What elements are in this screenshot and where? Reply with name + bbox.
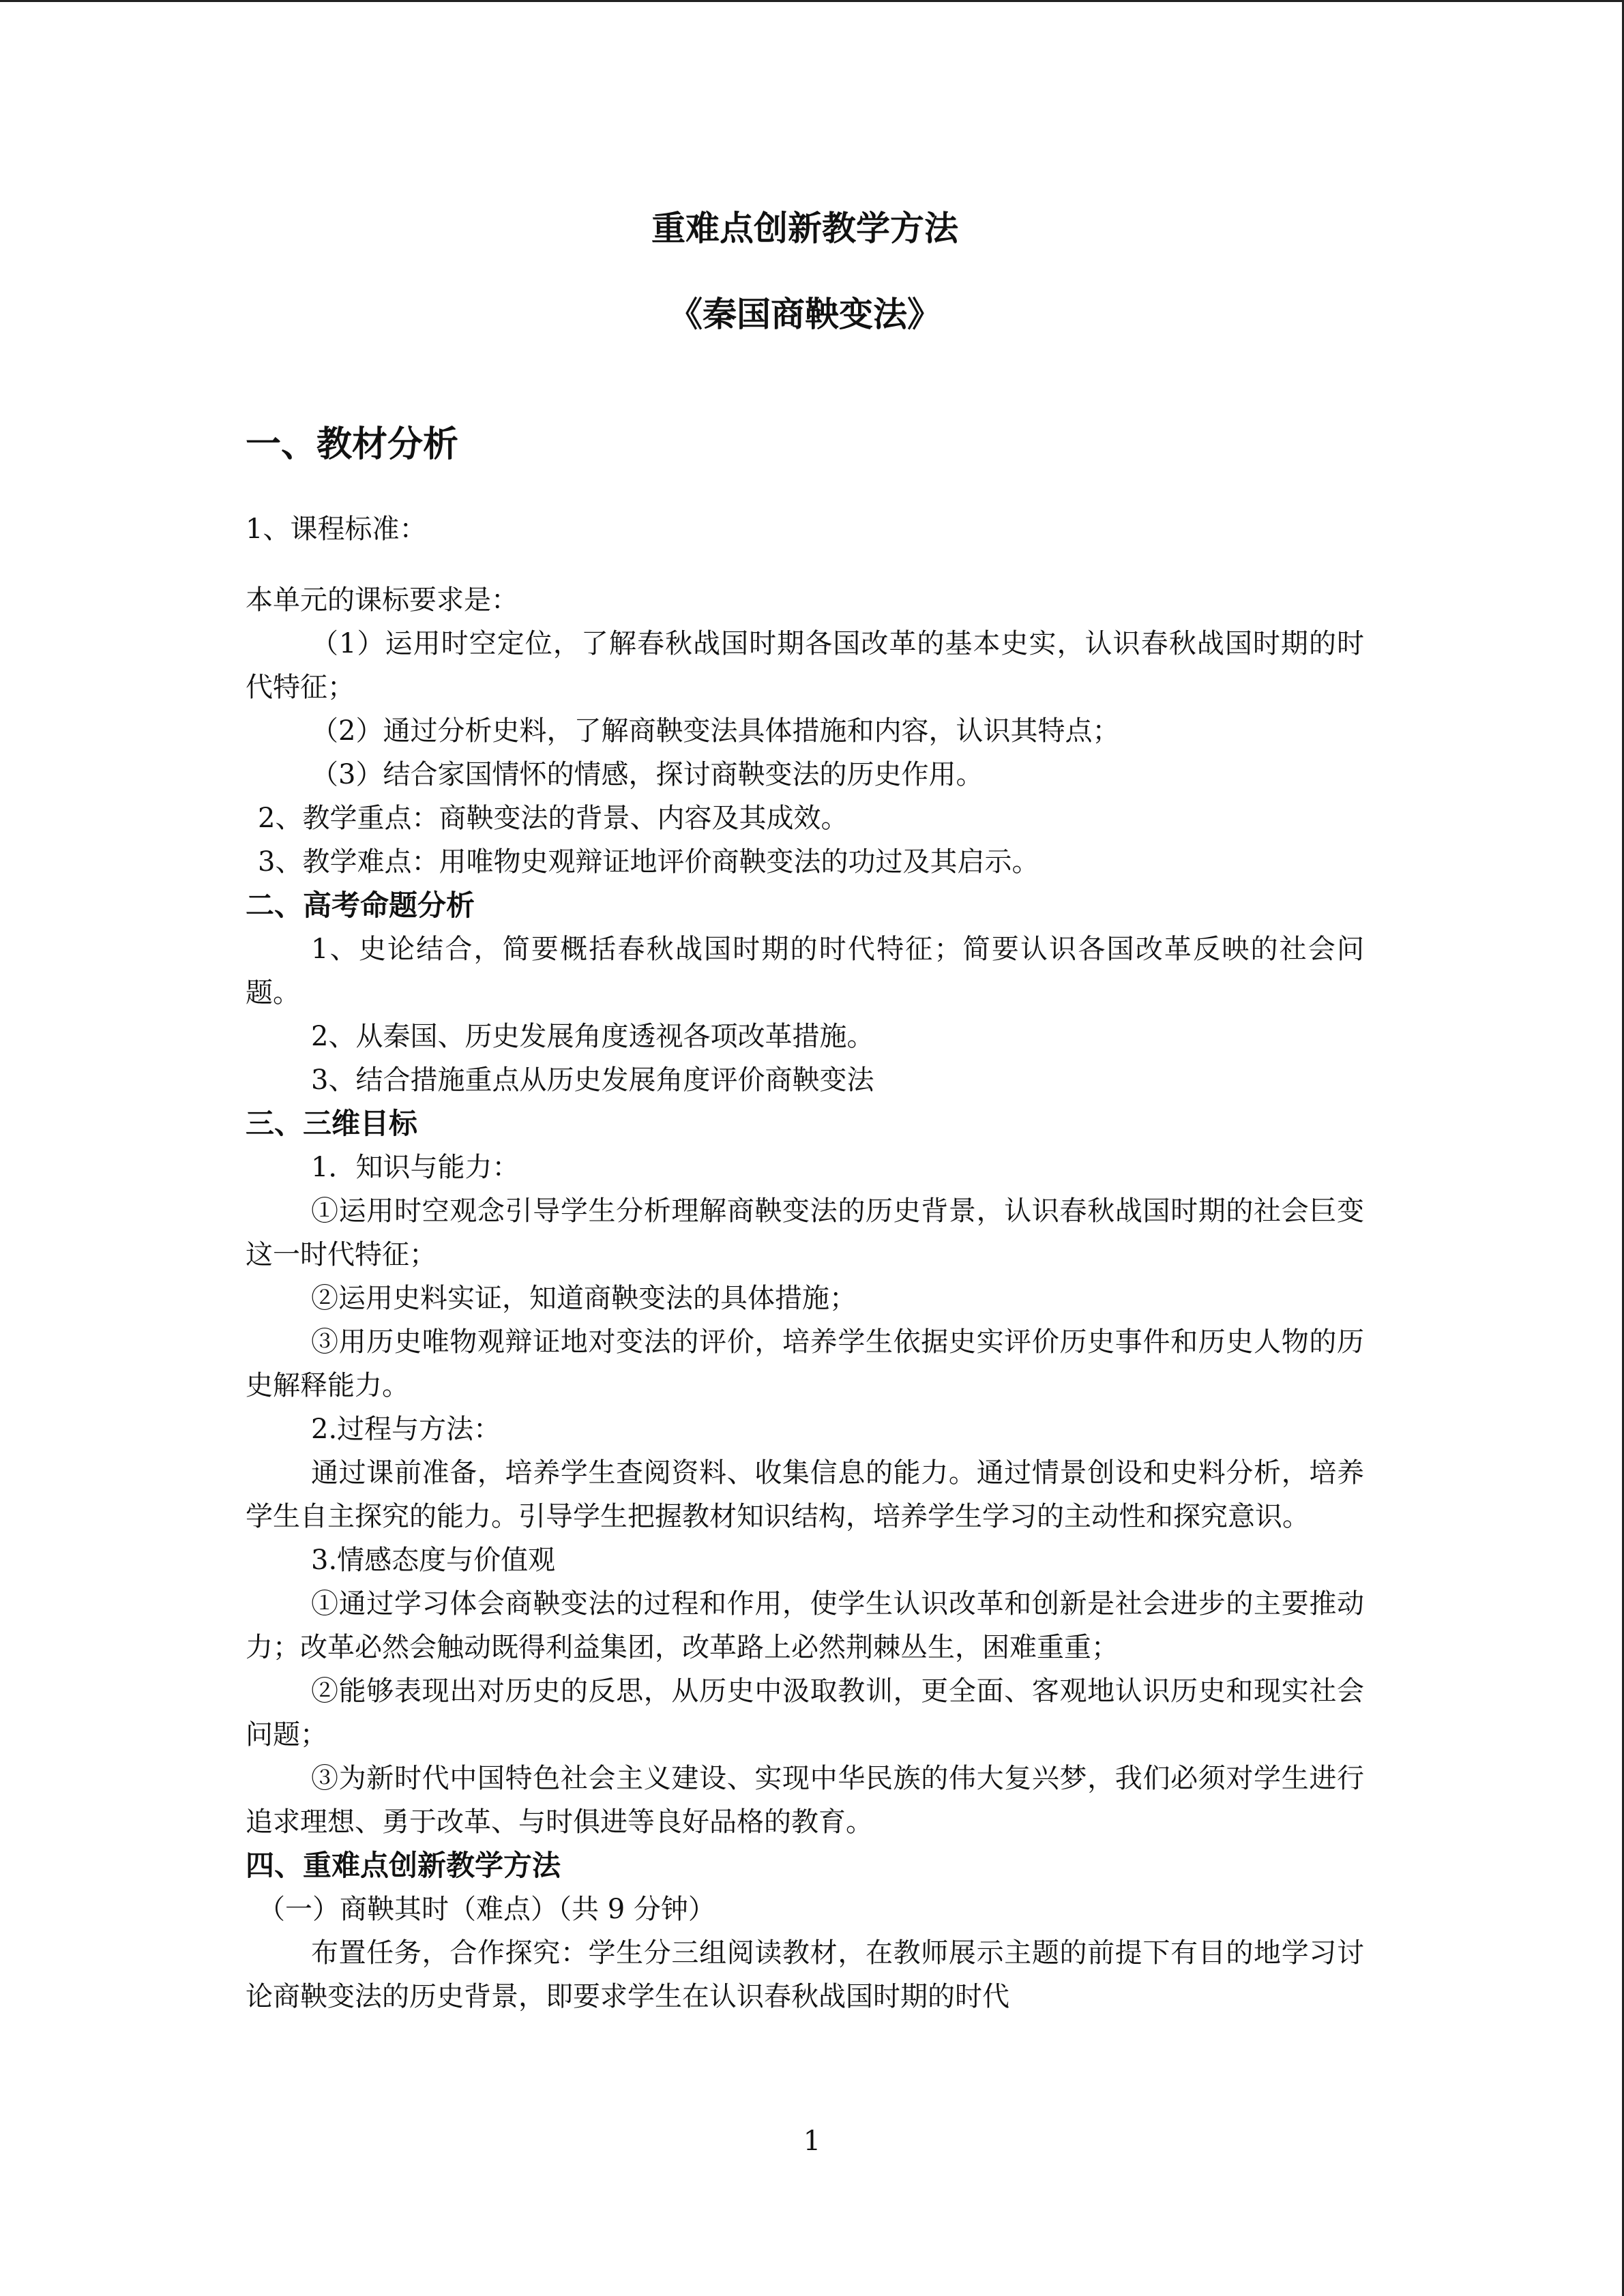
objective-emotion-label: 3.情感态度与价值观 (311, 1545, 556, 1576)
curriculum-standard-label: 1、课程标准： (246, 513, 427, 545)
teaching-key-point: 2、教学重点：商鞅变法的背景、内容及其成效。 (258, 803, 848, 834)
knowledge-point-3: ③用历史唯物观辩证地对变法的评价，培养学生依据史实评价历史事件和历史人物的历史解释能力。 (246, 1326, 1364, 1401)
task-paragraph: 布置任务，合作探究：学生分三组阅读教材，在教师展示主题的前提下有目的地学习讨论商鞅变法的历史背景，即要求学生在认识春秋战国时期的时代 (246, 1937, 1364, 2012)
process-method-text: 通过课前准备，培养学生查阅资料、收集信息的能力。通过情景创设和史料分析，培养学生自主探究的能力。引导学生把握教材知识结构，培养学生学习的主动性和探究意识。 (246, 1457, 1364, 1532)
requirement-3: （3）结合家国情怀的情感，探讨商鞅变法的历史作用。 (311, 759, 984, 790)
knowledge-point-2: ②运用史料实证，知道商鞅变法的具体措施； (311, 1283, 857, 1314)
exam-item-3: 3、结合措施重点从历史发展角度评价商鞅变法 (311, 1064, 874, 1096)
exam-item-2: 2、从秦国、历史发展角度透视各项改革措施。 (311, 1021, 874, 1052)
curriculum-intro: 本单元的课标要求是： (246, 584, 518, 616)
emotion-point-3: ③为新时代中国特色社会主义建设、实现中华民族的伟大复兴梦，我们必须对学生进行追求理想、勇于改革、与时俱进等良好品格的教育。 (246, 1763, 1364, 1838)
section-heading-objectives: 三、三维目标 (246, 1107, 418, 1140)
emotion-point-2: ②能够表现出对历史的反思，从历史中汲取教训，更全面、客观地认识历史和现实社会问题； (246, 1675, 1364, 1750)
objective-process-label: 2.过程与方法： (311, 1414, 501, 1445)
emotion-point-1: ①通过学习体会商鞅变法的过程和作用，使学生认识改革和创新是社会进步的主要推动力；改革必然会触动既得利益集团，改革路上必然荆棘丛生，困难重重； (246, 1588, 1364, 1663)
exam-item-1: 1、史论结合，简要概括春秋战国时期的时代特征；简要认识各国改革反映的社会问题。 (246, 934, 1364, 1009)
document-subtitle: 《秦国商鞅变法》 (668, 295, 941, 334)
document-title: 重难点创新教学方法 (651, 209, 958, 248)
teaching-difficulty: 3、教学难点：用唯物史观辩证地评价商鞅变法的功过及其启示。 (258, 846, 1039, 878)
knowledge-point-1: ①运用时空观念引导学生分析理解商鞅变法的历史背景，认识春秋战国时期的社会巨变这一时代特征； (246, 1195, 1364, 1270)
part-1-heading: （一）商鞅其时（难点）（共 9 分钟） (258, 1894, 715, 1925)
section-heading-exam-analysis: 二、高考命题分析 (246, 889, 475, 922)
document-page (246, 205, 1364, 2018)
section-heading-teaching-methods: 四、重难点创新教学方法 (246, 1849, 561, 1882)
requirement-1: （1）运用时空定位，了解春秋战国时期各国改革的基本史实，认识春秋战国时期的时代特征； (246, 628, 1364, 703)
section-heading-textbook-analysis: 一、教材分析 (246, 424, 459, 465)
requirement-2: （2）通过分析史料，了解商鞅变法具体措施和内容，认识其特点； (311, 715, 1120, 747)
objective-knowledge-label: 1．知识与能力： (311, 1152, 520, 1183)
page-number: 1 (803, 2126, 821, 2157)
page-border-top (0, 0, 1624, 2)
